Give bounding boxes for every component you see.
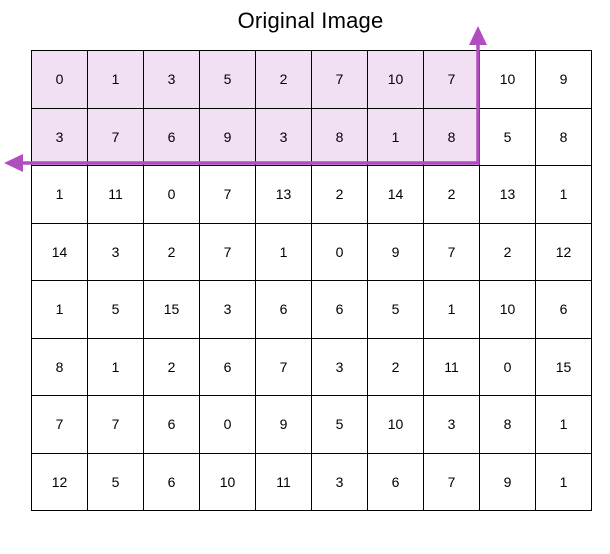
grid-cell-r1-c7: 8 [424,109,480,167]
grid-cell-r2-c5: 2 [312,166,368,224]
grid-cell-r3-c8: 2 [480,224,536,282]
grid-cell-r5-c4: 7 [256,339,312,397]
grid-cell-r5-c0: 8 [32,339,88,397]
grid-cell-r7-c5: 3 [312,454,368,512]
grid-cell-r0-c3: 5 [200,51,256,109]
grid-cell-r6-c2: 6 [144,396,200,454]
grid-cell-r6-c4: 9 [256,396,312,454]
grid-cell-r0-c2: 3 [144,51,200,109]
grid-cell-r0-c4: 2 [256,51,312,109]
grid-cell-r3-c0: 14 [32,224,88,282]
grid-cell-r7-c8: 9 [480,454,536,512]
grid-cell-r0-c5: 7 [312,51,368,109]
grid-cell-r1-c4: 3 [256,109,312,167]
grid-cell-r7-c9: 1 [536,454,592,512]
grid-cell-r5-c7: 11 [424,339,480,397]
pixel-grid [31,50,592,511]
grid-cell-r1-c5: 8 [312,109,368,167]
grid-cell-r1-c3: 9 [200,109,256,167]
grid-cell-r4-c0: 1 [32,281,88,339]
grid-cell-r3-c5: 0 [312,224,368,282]
grid-cell-r0-c9: 9 [536,51,592,109]
grid-cell-r1-c8: 5 [480,109,536,167]
grid-cell-r1-c6: 1 [368,109,424,167]
grid-cell-r6-c5: 5 [312,396,368,454]
grid-cell-r0-c7: 7 [424,51,480,109]
grid-cell-r1-c1: 7 [88,109,144,167]
grid-cell-r4-c2: 15 [144,281,200,339]
grid-cell-r0-c1: 1 [88,51,144,109]
grid-cell-r3-c2: 2 [144,224,200,282]
grid-cell-r5-c3: 6 [200,339,256,397]
grid-cell-r6-c6: 10 [368,396,424,454]
grid-cell-r6-c3: 0 [200,396,256,454]
grid-cell-r4-c4: 6 [256,281,312,339]
grid-cell-r4-c6: 5 [368,281,424,339]
grid-cell-r5-c6: 2 [368,339,424,397]
grid-cell-r2-c9: 1 [536,166,592,224]
grid-cell-r4-c5: 6 [312,281,368,339]
grid-cell-r2-c7: 2 [424,166,480,224]
grid-cell-r5-c2: 2 [144,339,200,397]
grid-cell-r7-c6: 6 [368,454,424,512]
grid-cell-r5-c1: 1 [88,339,144,397]
grid-cell-r4-c1: 5 [88,281,144,339]
grid-cell-r7-c7: 7 [424,454,480,512]
grid-cell-r1-c2: 6 [144,109,200,167]
grid-cell-r3-c3: 7 [200,224,256,282]
grid-cell-r1-c0: 3 [32,109,88,167]
grid-cell-r5-c8: 0 [480,339,536,397]
grid-cell-r5-c5: 3 [312,339,368,397]
grid-cell-r7-c3: 10 [200,454,256,512]
grid-cell-r2-c2: 0 [144,166,200,224]
grid-cell-r7-c2: 6 [144,454,200,512]
grid-cell-r1-c9: 8 [536,109,592,167]
grid-cell-r3-c9: 12 [536,224,592,282]
grid-cell-r6-c0: 7 [32,396,88,454]
grid-cell-r5-c9: 15 [536,339,592,397]
grid-cell-r4-c7: 1 [424,281,480,339]
grid-cell-r2-c4: 13 [256,166,312,224]
grid-cell-r3-c4: 1 [256,224,312,282]
grid-cell-r2-c1: 11 [88,166,144,224]
grid-cell-r3-c1: 3 [88,224,144,282]
grid-cell-r2-c8: 13 [480,166,536,224]
grid-cell-r0-c8: 10 [480,51,536,109]
grid-cell-r7-c0: 12 [32,454,88,512]
grid-cell-r2-c3: 7 [200,166,256,224]
grid-cell-r3-c7: 7 [424,224,480,282]
grid-cell-r3-c6: 9 [368,224,424,282]
grid-cell-r6-c7: 3 [424,396,480,454]
grid-cell-r0-c6: 10 [368,51,424,109]
grid-cell-r7-c4: 11 [256,454,312,512]
grid-cell-r0-c0: 0 [32,51,88,109]
grid-cell-r6-c1: 7 [88,396,144,454]
grid-cell-r7-c1: 5 [88,454,144,512]
grid-cell-r4-c8: 10 [480,281,536,339]
grid-cell-r4-c9: 6 [536,281,592,339]
grid-cell-r4-c3: 3 [200,281,256,339]
grid-cell-r2-c6: 14 [368,166,424,224]
grid-cell-r6-c8: 8 [480,396,536,454]
grid-cell-r6-c9: 1 [536,396,592,454]
left-arrow-head [4,154,23,172]
diagram-title: Original Image [237,8,384,33]
grid-cell-r2-c0: 1 [32,166,88,224]
